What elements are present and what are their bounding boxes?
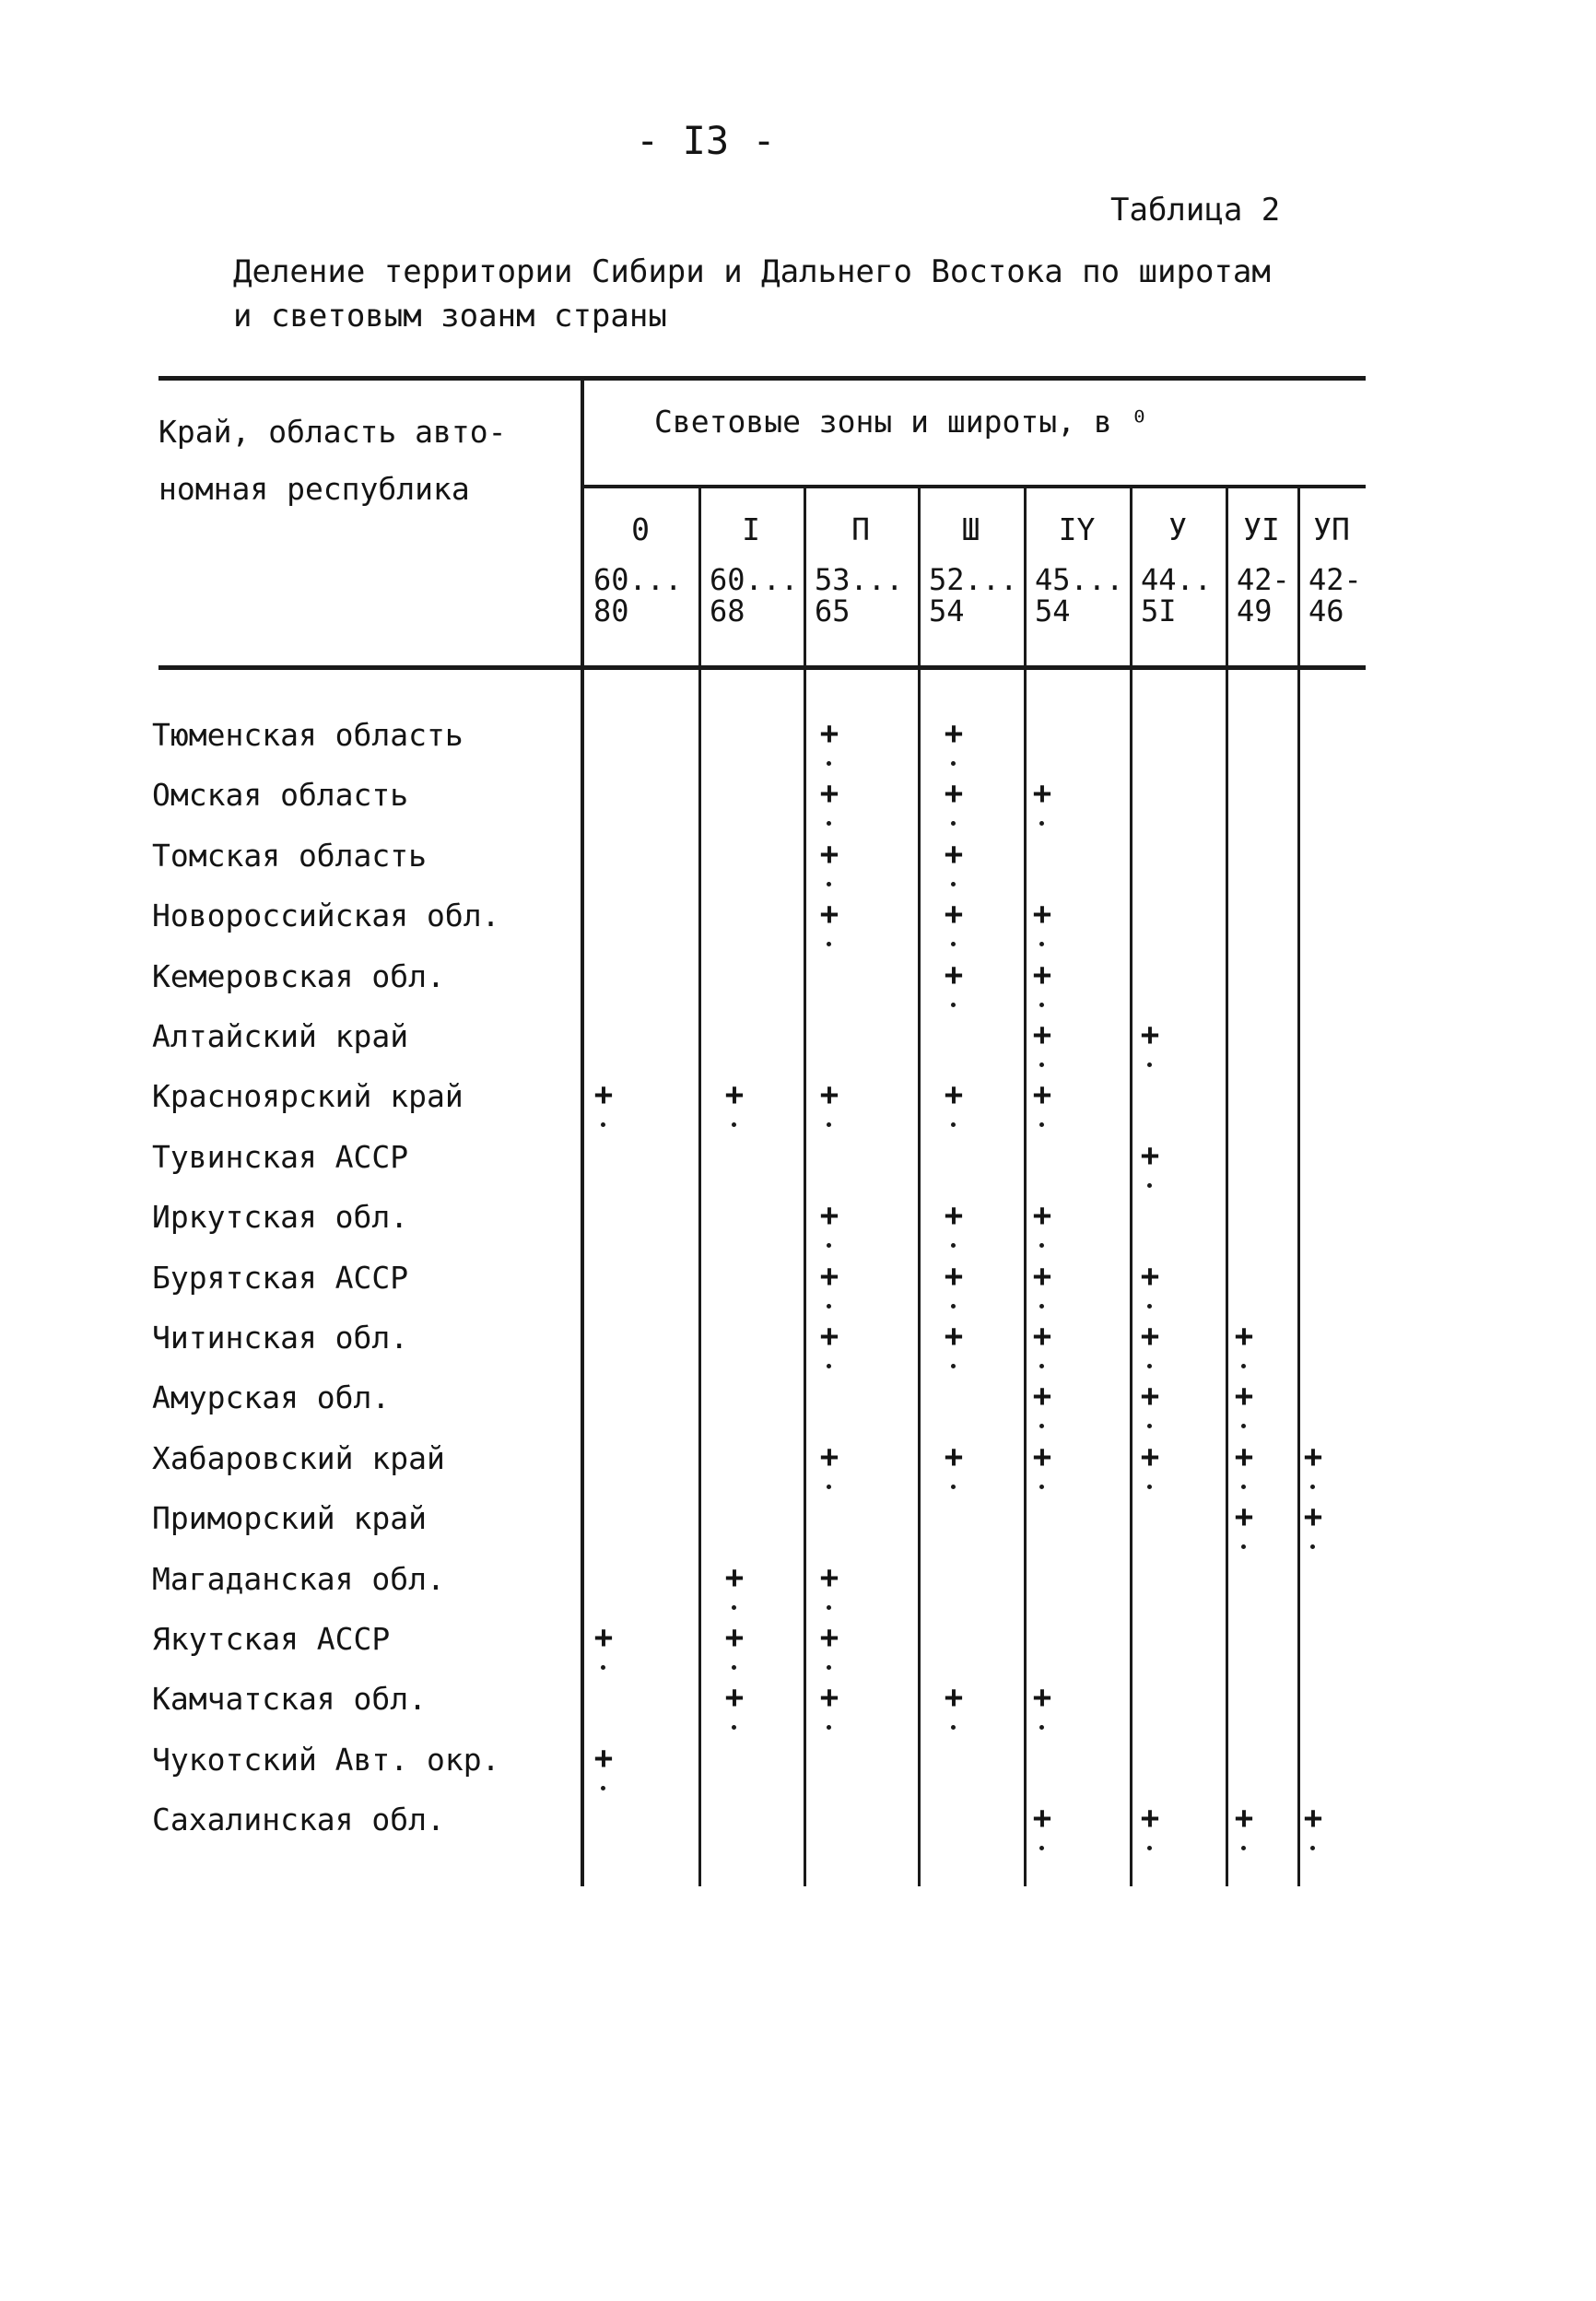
zone-mark-dot — [732, 1725, 736, 1730]
zone-mark-dot — [827, 821, 831, 826]
zone-mark-dot — [1147, 1364, 1152, 1368]
column-latitude-range-1: 60... 68 — [710, 562, 799, 628]
zone-mark: + — [724, 1679, 745, 1717]
row-label: Читинская обл. — [152, 1320, 409, 1356]
row-label: Хабаровский край — [152, 1439, 445, 1476]
zone-mark-dot — [1039, 1304, 1044, 1309]
row-label: Бурятская АССР — [152, 1259, 409, 1296]
zone-mark-dot — [1241, 1544, 1246, 1549]
zone-mark: + — [1234, 1378, 1254, 1415]
row-label: Чукотский Авт. окр. — [152, 1741, 500, 1778]
zone-mark: + — [1303, 1498, 1323, 1536]
zone-mark: + — [944, 715, 964, 752]
column-latitude-range-2: 53... 65 — [815, 562, 904, 628]
row-label: Тюменская область — [152, 717, 464, 753]
column-latitude-range-6: 42- 49 — [1237, 562, 1290, 628]
column-latitude-range-7: 42- 46 — [1308, 562, 1362, 628]
zone-mark-dot — [732, 1122, 736, 1127]
zone-mark-dot — [1147, 1846, 1152, 1850]
zone-mark: + — [1032, 956, 1052, 993]
zone-mark-dot — [1241, 1485, 1246, 1489]
zone-mark: + — [1032, 1679, 1052, 1717]
zone-mark: + — [1234, 1438, 1254, 1475]
zone-mark: + — [1032, 1076, 1052, 1114]
row-label: Сахалинская обл. — [152, 1802, 445, 1838]
row-label: Магаданская обл. — [152, 1560, 445, 1597]
zone-mark: + — [724, 1076, 745, 1114]
zone-mark: + — [1140, 1136, 1160, 1174]
zone-mark: + — [1234, 1498, 1254, 1536]
zone-mark-dot — [601, 1122, 605, 1127]
zone-mark-dot — [951, 821, 956, 826]
row-label: Кемеровская обл. — [152, 957, 445, 994]
zone-mark: + — [944, 1679, 964, 1717]
stub-header-line-2: номная республика — [158, 471, 470, 507]
zone-mark: + — [819, 1318, 839, 1355]
zone-mark: + — [1140, 1318, 1160, 1355]
zone-mark-dot — [951, 942, 956, 946]
zone-mark-dot — [951, 1122, 956, 1127]
zone-mark-dot — [827, 1122, 831, 1127]
zone-mark: + — [1032, 1378, 1052, 1415]
zone-mark-dot — [601, 1665, 605, 1670]
zone-mark-dot — [951, 882, 956, 886]
zone-mark: + — [1032, 1438, 1052, 1475]
zone-mark-dot — [951, 1485, 956, 1489]
zone-mark: + — [1140, 1438, 1160, 1475]
stub-header — [158, 404, 507, 518]
row-label: Новороссийская обл. — [152, 898, 500, 934]
zone-mark-dot — [1241, 1424, 1246, 1428]
zone-mark: + — [1140, 1378, 1160, 1415]
zone-mark: + — [724, 1619, 745, 1656]
zone-mark: + — [1032, 896, 1052, 933]
zone-mark-dot — [1310, 1485, 1315, 1489]
column-divider-5 — [1130, 488, 1132, 1886]
row-label: Омская область — [152, 777, 409, 814]
zone-mark-dot — [1310, 1846, 1315, 1850]
zone-mark-dot — [601, 1786, 605, 1790]
column-zone-0: 0 — [631, 511, 650, 547]
zone-mark-dot — [827, 1665, 831, 1670]
zone-mark: + — [724, 1558, 745, 1596]
zone-mark: + — [819, 1257, 839, 1295]
zone-mark: + — [1032, 1318, 1052, 1355]
stub-divider — [581, 380, 584, 1886]
zone-mark-dot — [827, 1605, 831, 1610]
zone-mark-dot — [1039, 1062, 1044, 1067]
zone-mark-dot — [1147, 1304, 1152, 1309]
row-label: Тувинская АССР — [152, 1138, 409, 1175]
zone-mark-dot — [827, 1304, 831, 1309]
zone-mark-dot — [951, 1725, 956, 1730]
zone-mark: + — [1140, 1257, 1160, 1295]
column-divider-3 — [918, 488, 921, 1886]
zone-mark: + — [819, 1619, 839, 1656]
zone-mark: + — [1032, 775, 1052, 813]
zone-mark-dot — [1039, 821, 1044, 826]
zone-mark-dot — [827, 1364, 831, 1368]
zone-mark-dot — [827, 942, 831, 946]
zone-mark: + — [593, 1739, 614, 1777]
column-divider-6 — [1226, 488, 1228, 1886]
zone-mark: + — [819, 1679, 839, 1717]
zone-mark: + — [819, 1076, 839, 1114]
zone-mark-dot — [1310, 1544, 1315, 1549]
row-label: Якутская АССР — [152, 1621, 391, 1657]
zone-mark: + — [1234, 1800, 1254, 1837]
zone-mark: + — [1140, 1800, 1160, 1837]
zone-mark: + — [1140, 1016, 1160, 1053]
column-zone-6: УI — [1243, 511, 1280, 547]
zone-mark-dot — [1039, 1364, 1044, 1368]
zone-mark: + — [819, 775, 839, 813]
zone-mark: + — [1234, 1318, 1254, 1355]
column-zone-4: IY — [1058, 511, 1096, 547]
column-zone-2: П — [851, 511, 870, 547]
column-latitude-range-3: 52... 54 — [929, 562, 1018, 628]
zone-mark: + — [819, 715, 839, 752]
zone-mark-dot — [1039, 1003, 1044, 1007]
table-caption-line-2: и световым зоанм страны — [233, 298, 667, 335]
zone-mark: + — [819, 896, 839, 933]
column-zone-5: У — [1168, 511, 1187, 547]
zone-mark-dot — [951, 1304, 956, 1309]
zone-mark-dot — [1039, 1725, 1044, 1730]
zone-mark: + — [944, 835, 964, 873]
zone-mark-dot — [951, 1243, 956, 1248]
table-label: Таблица 2 — [1110, 192, 1281, 229]
row-label: Камчатская обл. — [152, 1681, 428, 1718]
header-bottom-rule — [158, 665, 1366, 670]
zone-mark-dot — [1147, 1183, 1152, 1188]
table-top-rule — [158, 376, 1366, 381]
zone-mark: + — [944, 1257, 964, 1295]
zone-mark: + — [593, 1076, 614, 1114]
zone-mark: + — [944, 896, 964, 933]
column-divider-4 — [1024, 488, 1027, 1886]
zone-mark: + — [944, 956, 964, 993]
zone-mark-dot — [951, 1003, 956, 1007]
column-divider-7 — [1297, 488, 1300, 1886]
zone-mark: + — [819, 1197, 839, 1235]
row-label: Красноярский край — [152, 1078, 464, 1115]
zone-mark: + — [1303, 1800, 1323, 1837]
row-label: Амурская обл. — [152, 1379, 391, 1416]
zone-mark-dot — [1039, 942, 1044, 946]
zone-mark-dot — [1039, 1846, 1044, 1850]
column-latitude-range-0: 60... 80 — [593, 562, 683, 628]
zone-mark: + — [593, 1619, 614, 1656]
zone-mark: + — [819, 1558, 839, 1596]
zone-mark-dot — [732, 1665, 736, 1670]
column-divider-2 — [804, 488, 806, 1886]
zone-mark-dot — [732, 1605, 736, 1610]
row-label: Томская область — [152, 837, 428, 874]
zone-mark-dot — [827, 761, 831, 766]
column-zone-1: I — [742, 511, 760, 547]
zone-mark: + — [944, 1438, 964, 1475]
column-latitude-range-4: 45... 54 — [1035, 562, 1124, 628]
zone-mark: + — [944, 775, 964, 813]
zone-mark: + — [1032, 1197, 1052, 1235]
zone-mark-dot — [1241, 1364, 1246, 1368]
row-label: Иркутская обл. — [152, 1199, 409, 1236]
zone-mark: + — [944, 1197, 964, 1235]
column-divider-1 — [698, 488, 701, 1886]
row-label: Алтайский край — [152, 1018, 409, 1054]
zones-header: Световые зоны и широты, в ⁰ — [654, 404, 1149, 440]
column-zone-3: Ш — [961, 511, 980, 547]
zone-mark-dot — [1147, 1424, 1152, 1428]
zone-mark-dot — [1147, 1485, 1152, 1489]
zone-mark-dot — [827, 1485, 831, 1489]
zone-mark-dot — [827, 1725, 831, 1730]
zone-mark-dot — [951, 1364, 956, 1368]
zone-mark-dot — [1039, 1485, 1044, 1489]
zone-mark: + — [1032, 1800, 1052, 1837]
zone-mark: + — [819, 1438, 839, 1475]
zone-mark-dot — [1039, 1424, 1044, 1428]
stub-header-line-1: Край, область авто- — [158, 414, 507, 450]
zone-mark: + — [1303, 1438, 1323, 1475]
column-zone-7: УП — [1313, 511, 1350, 547]
zone-mark-dot — [827, 1243, 831, 1248]
zone-mark: + — [1032, 1016, 1052, 1053]
column-latitude-range-5: 44.. 5I — [1141, 562, 1213, 628]
zone-mark: + — [944, 1076, 964, 1114]
row-label: Приморский край — [152, 1500, 428, 1537]
zone-mark-dot — [1039, 1243, 1044, 1248]
zone-mark-dot — [1241, 1846, 1246, 1850]
table-caption-line-1: Деление территории Сибири и Дальнего Востока по широтам — [233, 253, 1271, 290]
zone-mark-dot — [951, 761, 956, 766]
zone-mark-dot — [827, 882, 831, 886]
zone-mark-dot — [1039, 1122, 1044, 1127]
zone-mark: + — [944, 1318, 964, 1355]
zone-mark-dot — [1147, 1062, 1152, 1067]
zone-mark: + — [1032, 1257, 1052, 1295]
page-number: - I3 - — [636, 118, 776, 163]
zone-mark: + — [819, 835, 839, 873]
